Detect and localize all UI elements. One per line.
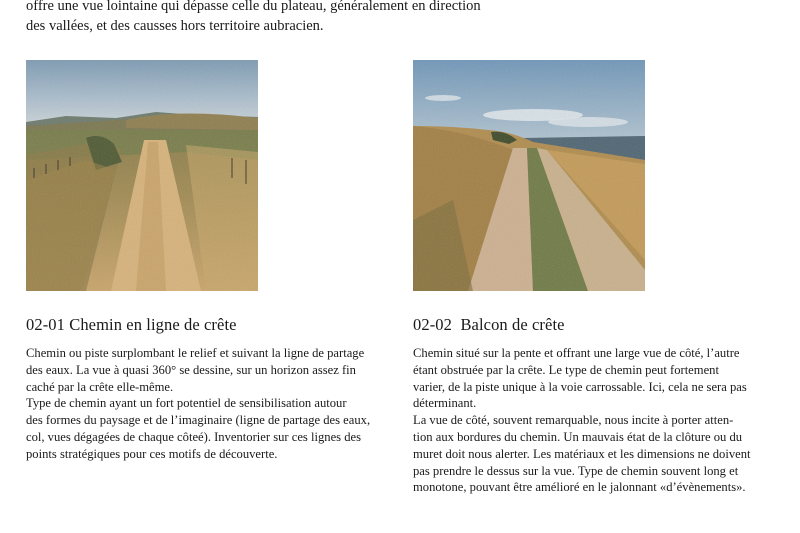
balcony-path-photo: [413, 60, 645, 291]
section-paragraph: Chemin situé sur la pente et offrant une large vue de côté, l’autre étant obstruée par la crête. Le type de chemin peut fortement varier, de la piste unique à la voie carrossable. Ici, cela ne sera pas déterminant.: [413, 346, 747, 411]
section-ridge-path: [26, 314, 396, 463]
section-title: 02-02 Balcon de crête: [413, 315, 565, 334]
section-paragraph: Type de chemin ayant un fort potentiel de sensibilisation autour des formes du paysage et de l’imaginaire (ligne de partage des eaux, col, vues dégagées de chaque côteé). Inventorier sur ces lignes des points stratégiques pour ces motifs de découverte.: [26, 396, 371, 461]
section-paragraph: La vue de côté, souvent remarquable, nous incite à porter atten- tion aux bordures du chemin. Un mauvais état de la clôture ou du muret doit nous alerter. Les matériaux et les dimensions ne doivent pas prendre le dessus sur la vue. Type de chemin souvent long et monotone, pouvant être amélioré en le jalonnant «d’évènements».: [413, 413, 751, 495]
section-title: 02-01 Chemin en ligne de crête: [26, 315, 237, 334]
section-balcony-path: [413, 314, 788, 496]
intro-text: offre une vue lointaine qui dépasse celle du plateau, généralement en direction des vallées, et des causses hors territoire aubracien.: [26, 0, 481, 34]
section-paragraph: Chemin ou piste surplombant le relief et suivant la ligne de partage des eaux. La vue à quasi 360° se dessine, sur un horizon assez fin caché par la crête elle-même.: [26, 346, 365, 394]
ridge-path-photo: [26, 60, 258, 291]
